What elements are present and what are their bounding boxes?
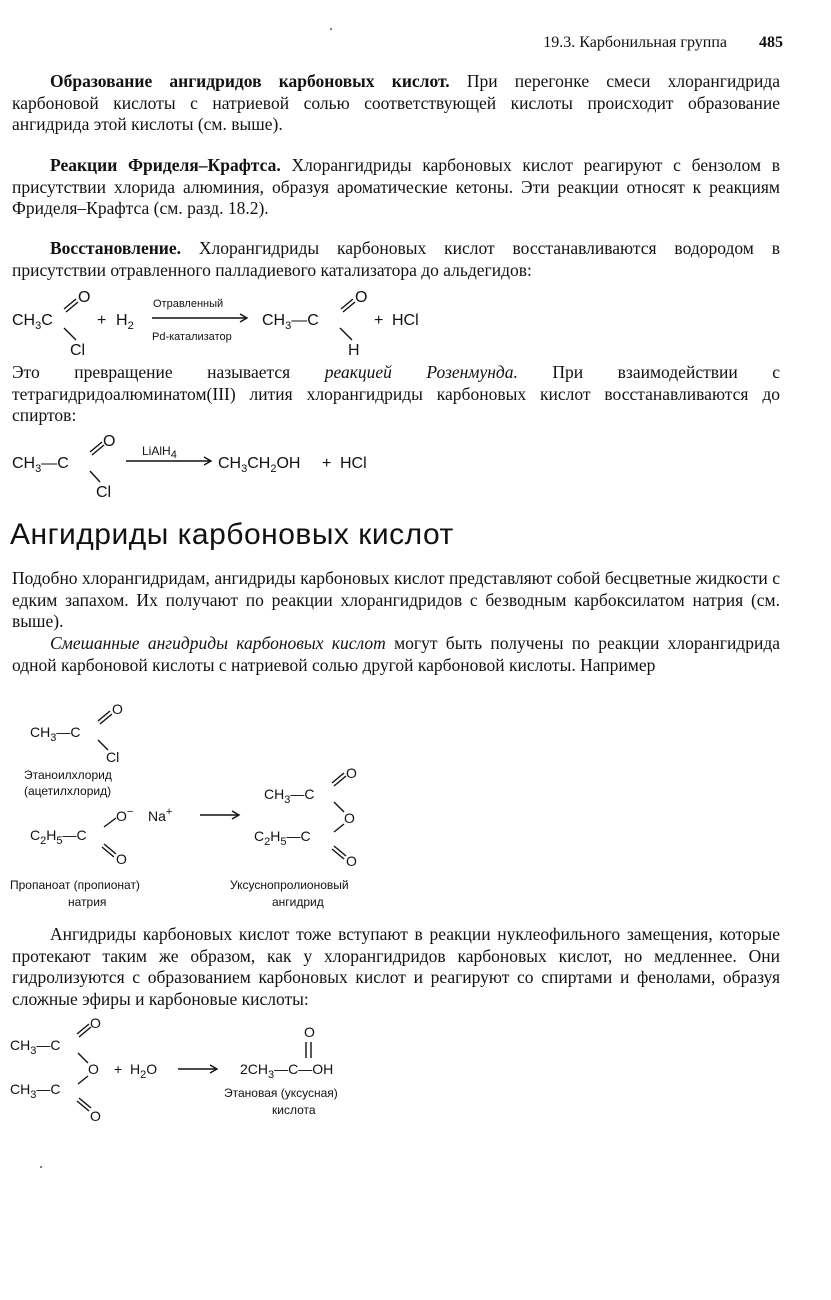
formula-product: $CH_3—C$ — [262, 312, 319, 332]
atom-hydrogen: H — [348, 342, 360, 359]
double-bond — [306, 1042, 311, 1058]
label-acetic-acid: Этановая (уксусная) — [224, 1086, 338, 1100]
double-bond — [90, 442, 104, 455]
paragraph-friedel-crafts — [12, 155, 780, 220]
double-bond — [64, 299, 78, 312]
formula-anhydride-top: $CH_3—C$ — [10, 1037, 61, 1057]
atom-oxygen: O — [90, 1015, 101, 1031]
paragraph-rosenmund: Это превращение называется реакцией Розенмунда. При взаимодействии с тетрагидридоалюминатом(III) лития хлорангидриды карбоновых кислот восстанавливаются до спиртов: — [12, 362, 780, 425]
formula-propionyl-part: $C_2H_5—C$ — [254, 828, 311, 848]
atom-chlorine: Cl — [106, 749, 120, 765]
double-bond — [332, 846, 346, 859]
atom-oxygen: O — [116, 851, 127, 867]
sodium-cation: Na+ — [148, 806, 173, 824]
page-header — [543, 34, 783, 52]
label-acetic-acid-2: кислота — [272, 1103, 316, 1117]
label-sodium-propanoate-2: натрия — [68, 895, 107, 909]
catalyst-label-bottom: Pd-катализатор — [152, 331, 232, 343]
label-acetyl-chloride: Этаноилхлорид — [24, 768, 112, 782]
section-title: Ангидриды карбоновых кислот — [10, 518, 454, 551]
single-bond — [340, 328, 352, 340]
formula-product: $CH_3CH_2OH$ — [218, 455, 301, 475]
plus-sign: + — [374, 312, 384, 329]
paragraph-mixed-anhydrides: Смешанные ангидриды карбоновых кислот могут быть получены по реакции хлорангидрида одной карбоновой кислоты с натриевой солью другой карбоновой кислоты. Например — [12, 633, 780, 675]
label-sodium-propanoate: Пропаноат (пропионат) — [10, 878, 140, 892]
paragraph-heading: Образование ангидридов карбоновых кислот. — [50, 71, 450, 91]
label-mixed-anhydride: Уксуснопролионовый — [230, 878, 349, 892]
reagent-label: LiAlH4 — [142, 444, 177, 461]
plus-sign: + — [114, 1061, 123, 1077]
single-bond — [78, 1076, 88, 1084]
plus-sign: + — [322, 455, 332, 472]
double-bond — [102, 844, 116, 857]
single-bond — [104, 818, 116, 827]
paragraph-heading: Восстановление. — [50, 238, 182, 258]
catalyst-label-top: Отравленный — [153, 298, 224, 310]
formula-water: $H_2O$ — [130, 1061, 158, 1081]
atom-oxygen: O — [112, 701, 123, 717]
plus-sign: + — [97, 312, 107, 329]
formula-reactant: $CH_3C$ — [12, 312, 53, 332]
atom-oxygen: O — [304, 1024, 315, 1040]
paragraph-reduction — [12, 238, 780, 281]
single-bond — [334, 802, 344, 812]
paragraph-text: Хлорангидриды карбоновых кислот реагируют с бензолом в присутствии хлорида алюминия, образуя ароматические кетоны. Эти реакции относят к реакциям Фриделя–Крафтса (см. разд. 18.2). — [12, 155, 780, 218]
atom-oxygen: O — [355, 289, 368, 306]
scan-speck — [330, 28, 332, 30]
term-rosenmund: реакцией Розенмунда. — [324, 362, 518, 382]
formula-reactant: $CH_3—C$ — [12, 455, 69, 475]
single-bond — [334, 824, 344, 832]
paragraph-anhydrides-intro: Подобно хлорангидридам, ангидриды карбоновых кислот представляют собой бесцветные жидкости с едким запахом. Их получают по реакции хлорангидридов с безводным карбоксилатом натрия (см. выше). — [12, 568, 780, 631]
double-bond — [98, 711, 112, 724]
scheme-hydrolysis — [0, 1010, 831, 1130]
scan-speck — [40, 1166, 42, 1168]
formula-acetic-acid: $2CH_3—C—OH$ — [240, 1061, 334, 1081]
label-mixed-anhydride-2: ангидрид — [272, 895, 324, 909]
atom-bridge-oxygen: O — [344, 810, 355, 826]
formula-sodium-propanoate: $C_2H_5—C$ — [30, 827, 87, 847]
formula-hydrogen: $H_2$ — [116, 312, 134, 332]
atom-oxygen: O — [78, 289, 91, 306]
double-bond — [77, 1098, 91, 1111]
single-bond — [78, 1053, 88, 1063]
scheme-lialh4 — [0, 428, 831, 503]
atom-oxygen-anion: O− — [116, 806, 134, 824]
atom-chlorine: Cl — [96, 484, 112, 501]
single-bond — [64, 328, 76, 340]
term-mixed-anhydrides: Смешанные ангидриды карбоновых кислот — [50, 633, 386, 653]
paragraph-text: При перегонке смеси хлорангидрида карбоновой кислоты с натриевой солью соответствующей кислоты происходит образование ангидрида этой кислоты (см. выше). — [12, 71, 780, 134]
scheme-mixed-anhydride — [0, 700, 831, 915]
page-number: 485 — [759, 34, 783, 51]
running-head: 19.3. Карбонильная группа — [543, 34, 727, 51]
atom-bridge-oxygen: O — [88, 1061, 99, 1077]
atom-oxygen: O — [346, 765, 357, 781]
paragraph-hydrolysis: Ангидриды карбоновых кислот тоже вступают в реакции нуклеофильного замещения, которые протекают таким же образом, как у хлорангидридов карбоновых кислот, но медленнее. Они гидролизуются с образованием карбоновых кислот и реагируют со спиртами и фенолами, образуя сложные эфиры и карбоновые кислоты: — [12, 924, 780, 1009]
scheme-rosenmund — [0, 280, 831, 360]
formula-hcl: HCl — [392, 312, 419, 329]
atom-oxygen: O — [346, 853, 357, 869]
formula-acetyl-chloride: $CH_3—C$ — [30, 724, 81, 744]
formula-acetyl-part: $CH_3—C$ — [264, 786, 315, 806]
formula-hcl: HCl — [340, 455, 367, 472]
formula-anhydride-bottom: $CH_3—C$ — [10, 1081, 61, 1101]
single-bond — [90, 471, 100, 482]
atom-chlorine: Cl — [70, 342, 86, 359]
atom-oxygen: O — [90, 1108, 101, 1124]
double-bond — [341, 299, 355, 312]
paragraph-text: Хлорангидриды карбоновых кислот восстанавливаются водородом в присутствии отравленного палладиевого катализатора до альдегидов: — [12, 238, 780, 280]
paragraph-heading: Реакции Фриделя–Крафтса. — [50, 155, 281, 175]
atom-oxygen: O — [103, 433, 116, 450]
double-bond — [77, 1024, 91, 1037]
label-acetyl-chloride-alt: (ацетилхлорид) — [24, 784, 112, 798]
paragraph-anhydride-formation — [12, 71, 780, 136]
double-bond — [332, 773, 346, 786]
